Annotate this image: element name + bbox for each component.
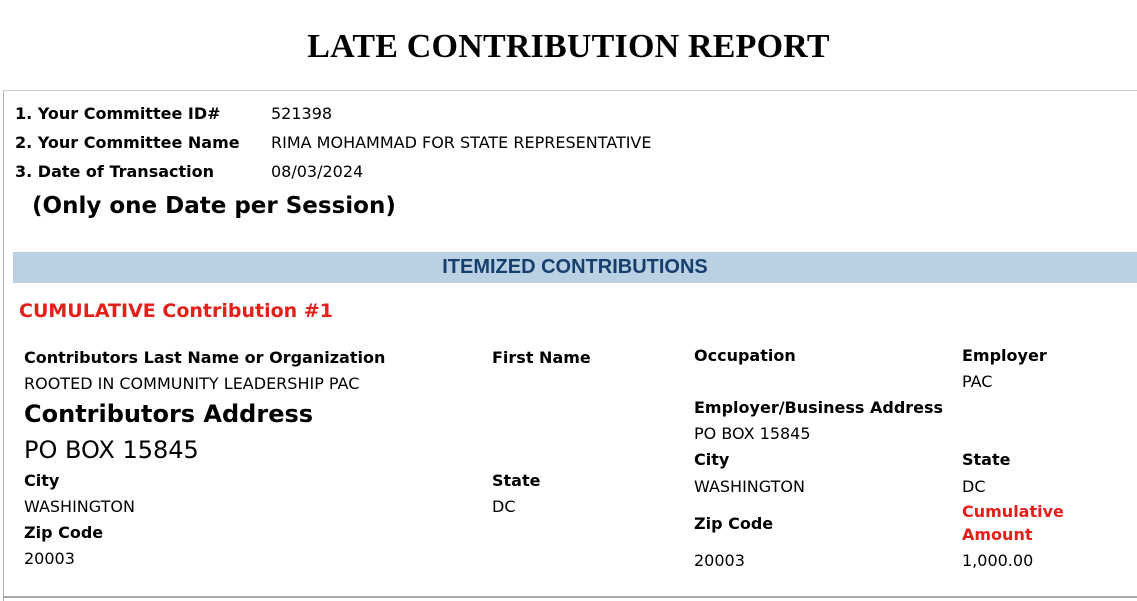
employer-label: Employer [962, 346, 1047, 365]
committee-name-value: RIMA MOHAMMAD FOR STATE REPRESENTATIVE [271, 133, 652, 152]
employer-address-label: Employer/Business Address [694, 398, 944, 417]
bottom-divider [3, 596, 1137, 598]
contribution-heading: CUMULATIVE Contribution #1 [19, 300, 333, 322]
committee-name-label: 2. Your Committee Name [15, 133, 240, 152]
transaction-date-value: 08/03/2024 [271, 162, 364, 181]
zip-label: Zip Code [24, 523, 104, 542]
transaction-date-label: 3. Date of Transaction [15, 162, 215, 181]
last-name-value: ROOTED IN COMMUNITY LEADERSHIP PAC [24, 374, 360, 393]
last-name-label: Contributors Last Name or Organization [24, 348, 386, 367]
employer-state-label: State [962, 450, 1011, 469]
city-label: City [24, 471, 60, 490]
occupation-label: Occupation [694, 346, 796, 365]
employer-address-value: PO BOX 15845 [694, 424, 811, 443]
committee-id-value: 521398 [271, 104, 333, 123]
zip-value: 20003 [24, 549, 75, 568]
state-value: DC [492, 497, 516, 516]
cumulative-label-line2: Amount [962, 525, 1033, 544]
employer-zip-value: 20003 [694, 551, 745, 570]
employer-city-label: City [694, 450, 730, 469]
committee-id-label: 1. Your Committee ID# [15, 104, 221, 123]
employer-zip-label: Zip Code [694, 514, 774, 533]
cumulative-label-line1: Cumulative [962, 502, 1064, 521]
employer-state-value: DC [962, 477, 986, 496]
employer-city-value: WASHINGTON [694, 477, 805, 496]
first-name-label: First Name [492, 348, 591, 367]
contributor-address-label: Contributors Address [24, 400, 314, 428]
date-note: (Only one Date per Session) [32, 193, 396, 219]
employer-value: PAC [962, 372, 993, 391]
state-label: State [492, 471, 541, 490]
report-title: LATE CONTRIBUTION REPORT [307, 28, 830, 65]
cumulative-amount-value: 1,000.00 [962, 551, 1034, 570]
contributor-address-value: PO BOX 15845 [24, 436, 199, 464]
city-value: WASHINGTON [24, 497, 135, 516]
itemized-header: ITEMIZED CONTRIBUTIONS [442, 256, 708, 278]
